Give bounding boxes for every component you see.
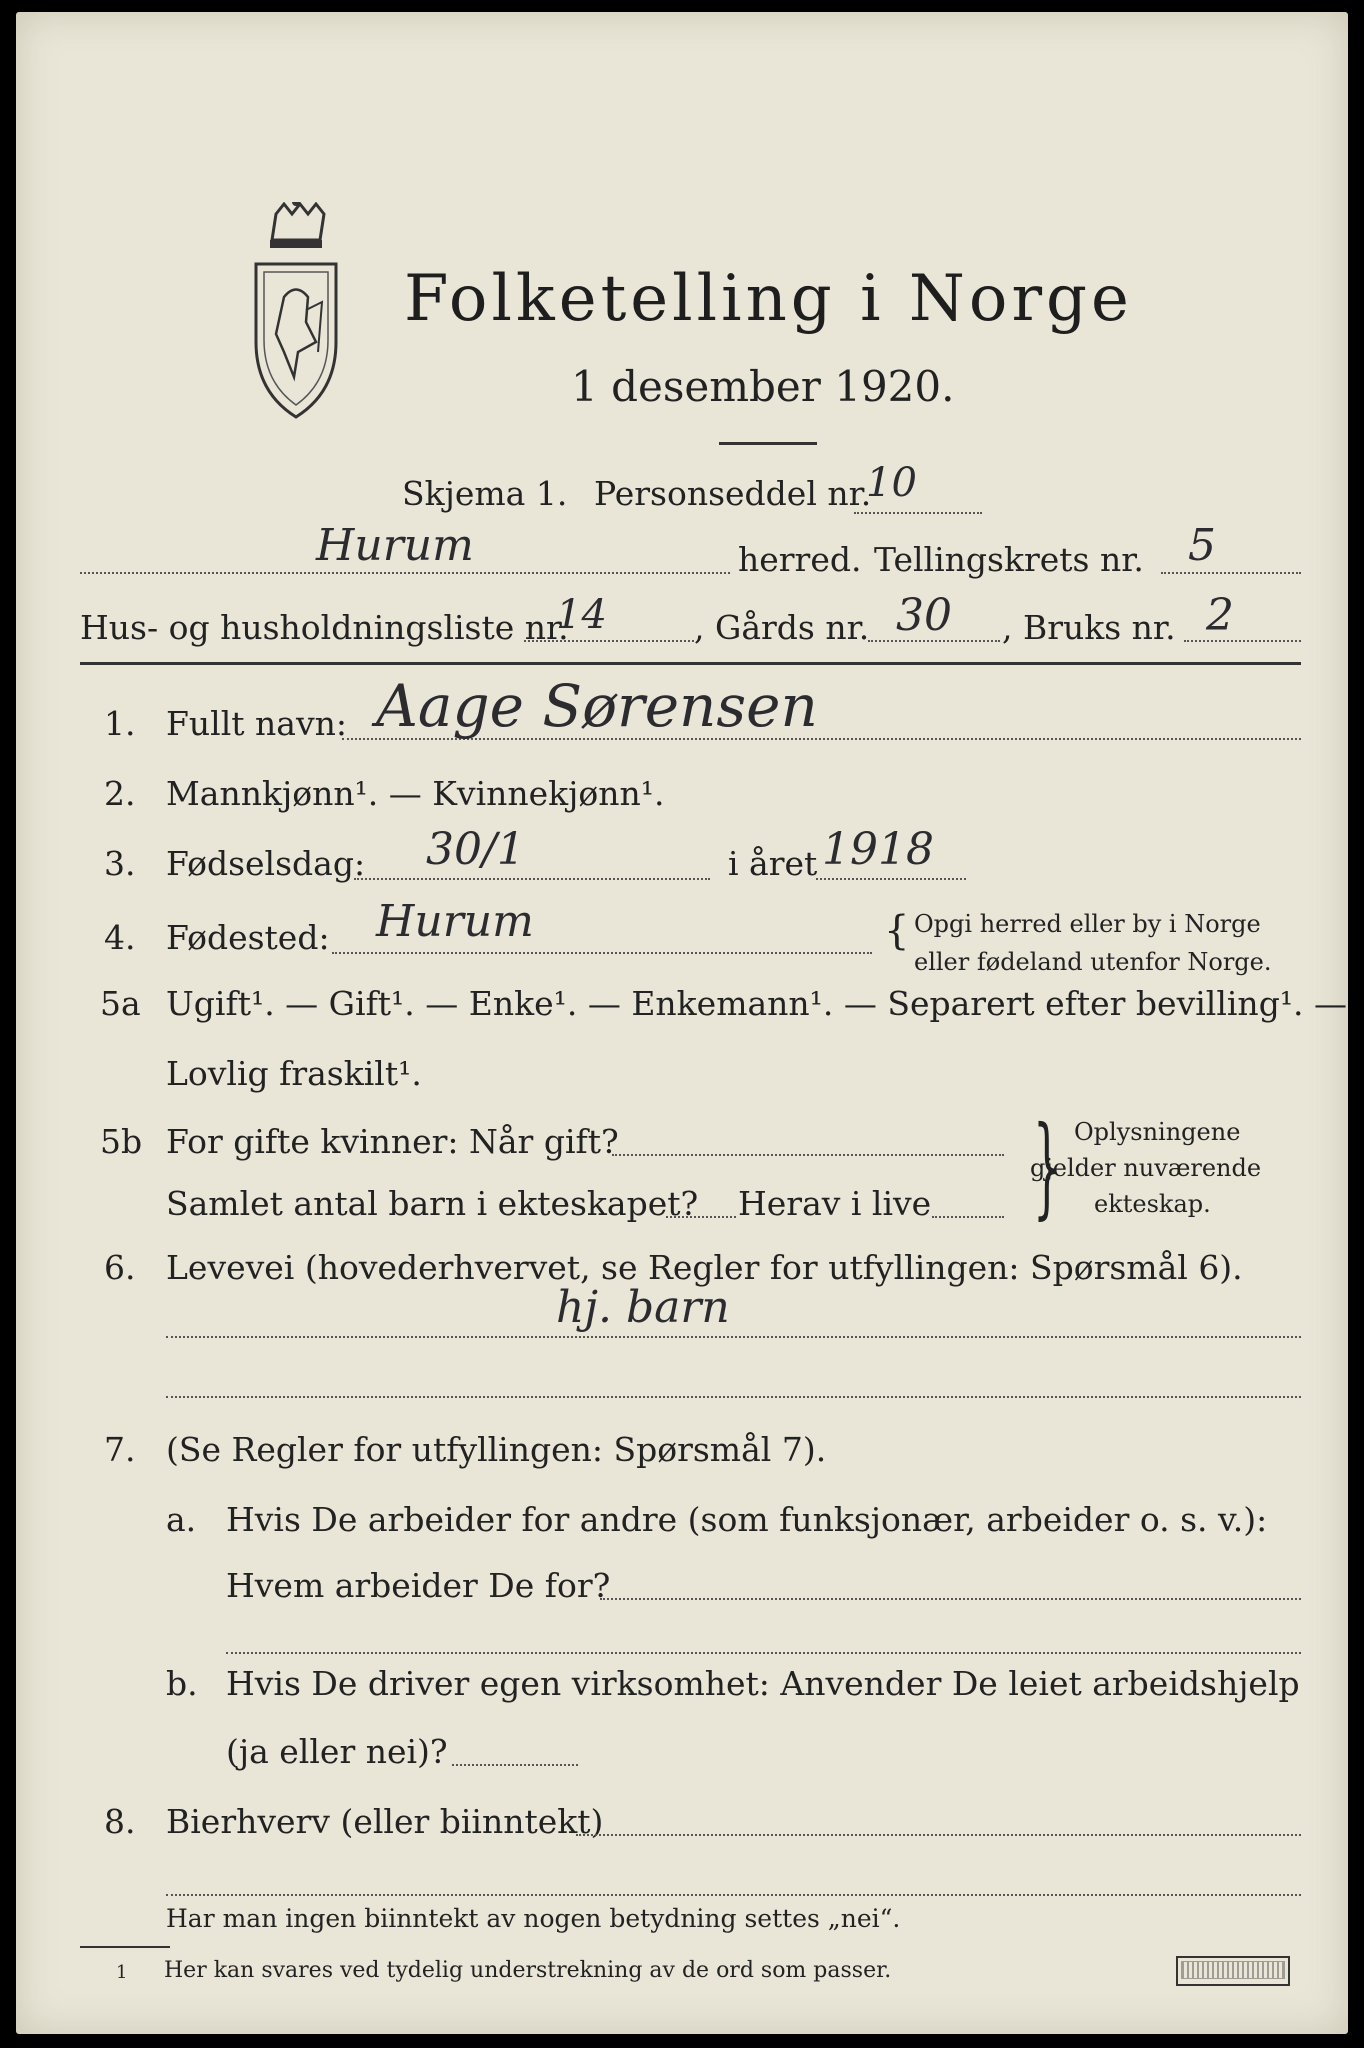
census-date: 1 desember 1920. — [571, 362, 955, 411]
personseddel-label: Personseddel nr. — [594, 474, 872, 513]
husliste-label: Hus- og husholdningsliste nr. — [80, 608, 569, 647]
printer-stamp — [1176, 1956, 1290, 1986]
side-income-line-2[interactable] — [166, 1894, 1301, 1896]
year-label: i året — [728, 844, 818, 883]
personseddel-value[interactable]: 10 — [866, 460, 917, 506]
employer-line-1[interactable] — [600, 1598, 1301, 1600]
tellingskrets-label: Tellingskrets nr. — [874, 540, 1144, 579]
q4-brace: { — [884, 908, 910, 954]
marital-status-options[interactable]: Ugift¹. — Gift¹. — Enke¹. — Enkemann¹. — Separert efter bevilling¹. — — [166, 984, 1348, 1023]
q5b-note-1: Oplysningene — [1074, 1118, 1241, 1146]
q2-number: 2. — [104, 774, 136, 813]
tellingskrets-value[interactable]: 5 — [1188, 520, 1216, 571]
q7a-letter: a. — [166, 1500, 197, 1539]
q1-label: Fullt navn: — [166, 704, 347, 743]
q5b-children-label: Samlet antal barn i ekteskapet? — [166, 1184, 699, 1223]
form-title: Folketelling i Norge — [404, 262, 1133, 336]
herred-label: herred. — [738, 540, 862, 579]
yes-no-line[interactable] — [452, 1764, 578, 1766]
personseddel-line — [854, 512, 982, 514]
q5b-married-when-label: For gifte kvinner: Når gift? — [166, 1122, 619, 1161]
q5b-alive-label: Herav i live — [738, 1184, 932, 1223]
bruks-line — [1184, 640, 1301, 642]
q6-line-1 — [166, 1336, 1301, 1338]
year-line — [816, 878, 966, 880]
q6-number: 6. — [104, 1248, 136, 1287]
employer-line-2[interactable] — [226, 1652, 1301, 1654]
q3-label: Fødselsdag: — [166, 844, 366, 883]
q4-label: Fødested: — [166, 918, 330, 957]
q1-number: 1. — [104, 704, 136, 743]
q7a-question: Hvis De arbeider for andre (som funksjonær, arbeider o. s. v.): — [226, 1500, 1268, 1539]
q5a-number: 5a — [100, 984, 141, 1023]
q5b-number: 5b — [100, 1122, 143, 1161]
coat-of-arms-icon — [236, 202, 356, 427]
q4-number: 4. — [104, 918, 136, 957]
husliste-value[interactable]: 14 — [556, 592, 607, 638]
side-income-line-1[interactable] — [576, 1834, 1301, 1836]
gards-label: , Gårds nr. — [694, 608, 870, 647]
children-line[interactable] — [666, 1216, 736, 1218]
q7b-yes-no-label: (ja eller nei)? — [226, 1732, 448, 1771]
gards-value[interactable]: 30 — [896, 590, 952, 641]
birthplace-value[interactable]: Hurum — [376, 896, 534, 947]
alive-line[interactable] — [932, 1216, 1004, 1218]
q5b-note-2: gjelder nuværende — [1030, 1154, 1262, 1182]
footer-note: Har man ingen biinntekt av nogen betydning settes „nei“. — [166, 1904, 901, 1933]
header-rule — [80, 662, 1301, 665]
herred-line — [80, 572, 730, 574]
divider — [719, 442, 817, 445]
q3-number: 3. — [104, 844, 136, 883]
birth-year-value[interactable]: 1918 — [822, 824, 934, 875]
q8-label: Bierhverv (eller biinntekt) — [166, 1802, 604, 1841]
skjema-label: Skjema 1. — [402, 474, 568, 513]
bruks-label: , Bruks nr. — [1002, 608, 1176, 647]
footnote-rule — [80, 1946, 170, 1948]
q8-number: 8. — [104, 1802, 136, 1841]
herred-value[interactable]: Hurum — [316, 520, 474, 571]
bruks-value[interactable]: 2 — [1206, 590, 1234, 641]
q5b-note-3: ekteskap. — [1094, 1190, 1211, 1218]
q3-line — [354, 878, 710, 880]
married-when-line[interactable] — [612, 1154, 1004, 1156]
q7-label: (Se Regler for utfyllingen: Spørsmål 7). — [166, 1430, 827, 1469]
birthday-value[interactable]: 30/1 — [426, 824, 525, 875]
census-form — [16, 12, 1348, 2034]
q7b-question: Hvis De driver egen virksomhet: Anvender De leiet arbeidshjelp — [226, 1664, 1300, 1703]
q5b-brace: } — [1033, 1102, 1061, 1230]
q6-label: Levevei (hovederhvervet, se Regler for utfyllingen: Spørsmål 6). — [166, 1248, 1243, 1287]
husliste-line — [524, 640, 694, 642]
gender-options[interactable]: Mannkjønn¹. — Kvinnekjønn¹. — [166, 774, 665, 813]
tellingskrets-line — [1161, 572, 1301, 574]
q4-hint-2: eller fødeland utenfor Norge. — [914, 948, 1272, 976]
q7a-employer-label: Hvem arbeider De for? — [226, 1566, 611, 1605]
q7-number: 7. — [104, 1430, 136, 1469]
q4-hint-1: Opgi herred eller by i Norge — [914, 910, 1261, 938]
q7b-letter: b. — [166, 1664, 198, 1703]
footnote-mark: 1 — [116, 1962, 128, 1983]
marital-status-divorced[interactable]: Lovlig fraskilt¹. — [166, 1054, 422, 1093]
full-name-value[interactable]: Aage Sørensen — [376, 672, 818, 740]
footnote-text: Her kan svares ved tydelig understrekning av de ord som passer. — [164, 1958, 892, 1983]
occupation-value[interactable]: hj. barn — [556, 1282, 730, 1333]
q6-line-2 — [166, 1396, 1301, 1398]
q4-line — [332, 952, 872, 954]
